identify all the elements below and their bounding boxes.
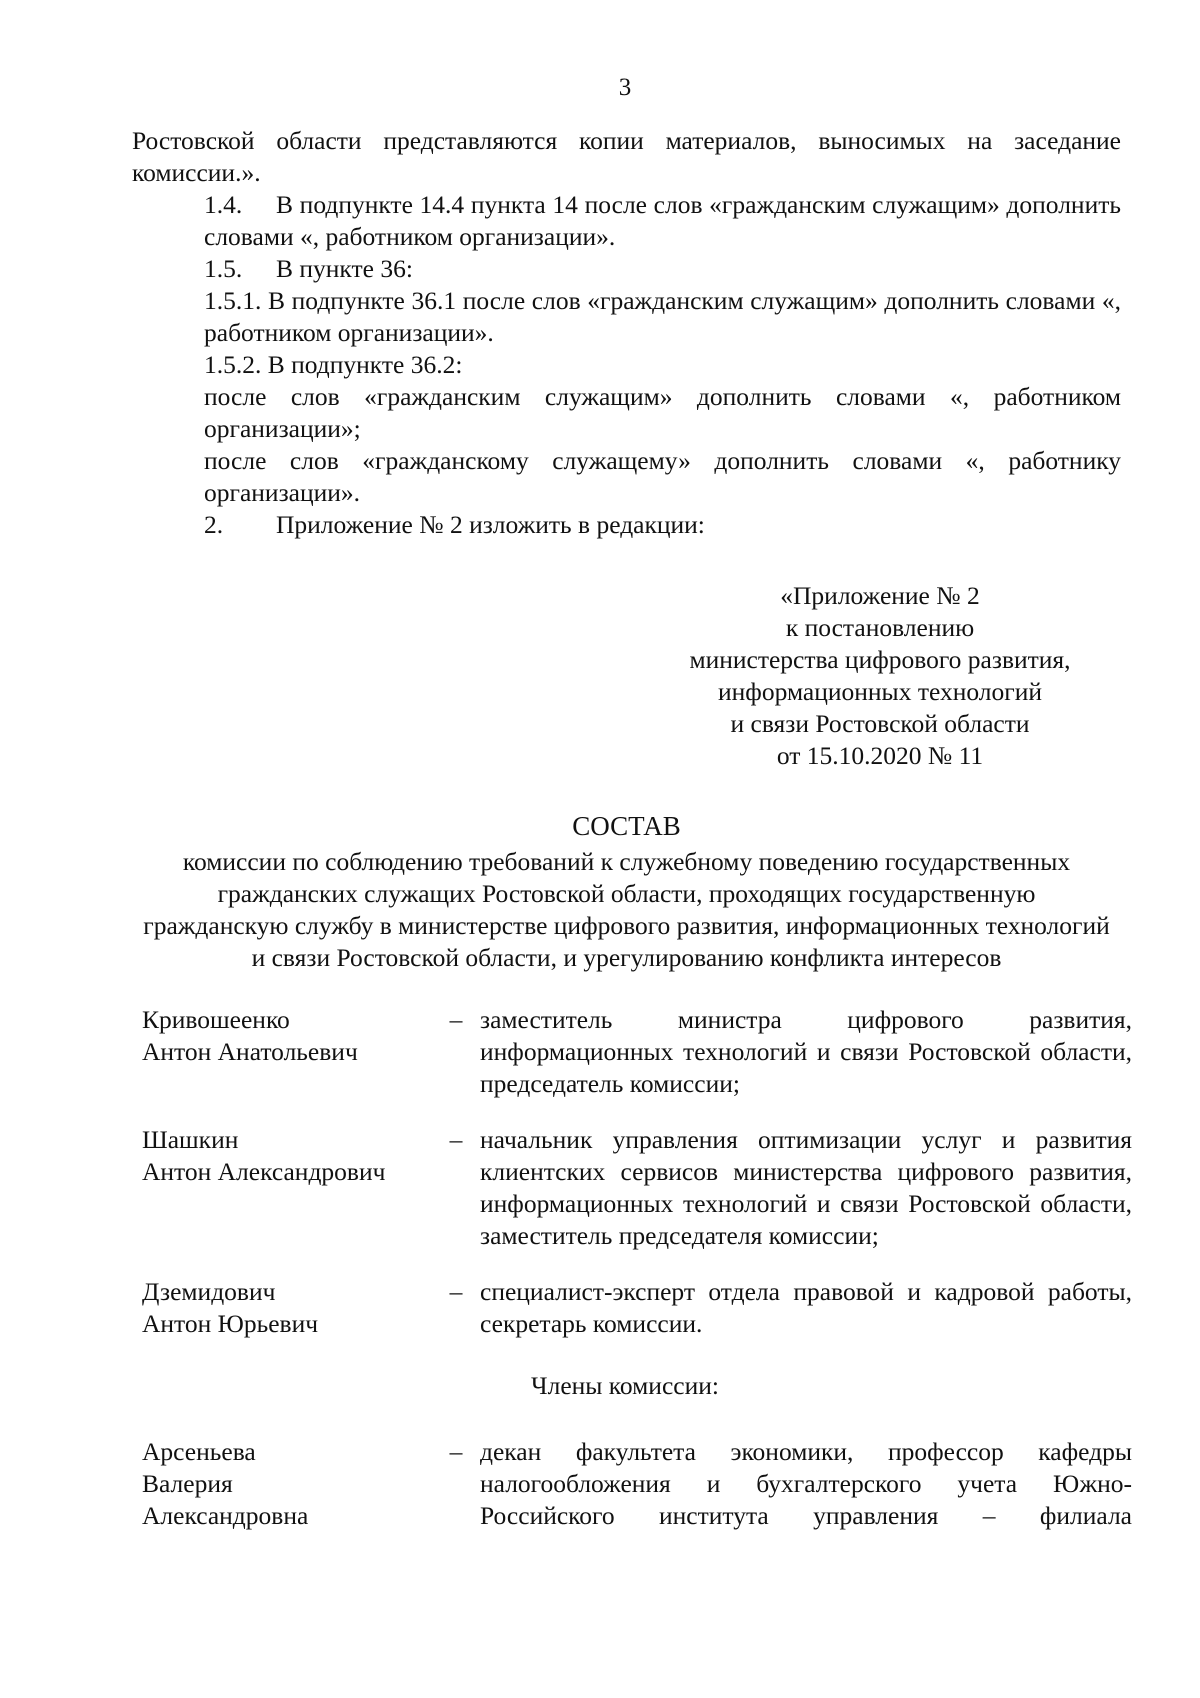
- annex-line: информационных технологий: [718, 677, 1042, 706]
- paragraph-1-5: [132, 253, 1121, 285]
- item-number: 1.5.: [204, 254, 243, 283]
- item-text: В пункте 36:: [276, 254, 413, 283]
- members-heading: Члены комиссии:: [531, 1371, 719, 1400]
- leadership-roster: [142, 1004, 1132, 1364]
- dash-separator: –: [449, 1437, 463, 1466]
- member-surname: Кривошеенко: [142, 1005, 290, 1034]
- composition-heading: [132, 810, 1121, 974]
- item-text: Приложение № 2 изложить в редакции:: [276, 510, 705, 539]
- dash-separator: –: [449, 1125, 463, 1154]
- member-given-name: Валерия: [142, 1469, 233, 1498]
- paragraph-1-5-2-a: после слов «гражданским служащим» дополнить словами «, работником организации»;: [204, 382, 1121, 443]
- member-patronymic: Александровна: [142, 1501, 309, 1530]
- members-roster: [142, 1436, 1132, 1556]
- member-given-name: Антон Юрьевич: [142, 1309, 319, 1338]
- paragraph-1-5-1: 1.5.1. В подпункте 36.1 после слов «гражданским служащим» дополнить словами «, работником организации».: [204, 286, 1121, 347]
- composition-title: СОСТАВ: [572, 811, 681, 841]
- member-role: заместитель министра цифрового развития, информационных технологий и связи Ростовской области, председатель комиссии;: [480, 1005, 1132, 1098]
- member-role: специалист-эксперт отдела правовой и кадровой работы, секретарь комиссии.: [480, 1277, 1132, 1338]
- member-role: начальник управления оптимизации услуг и развития клиентских сервисов министерства цифрового развития, информационных технологий и связи Ростовской области, заместитель председателя комиссии;: [480, 1125, 1132, 1250]
- item-text: В подпункте 14.4 пункта 14 после слов «гражданским служащим» дополнить словами «, работником организации».: [204, 190, 1121, 251]
- item-number: 1.4.: [204, 190, 243, 219]
- annex-line: от 15.10.2020 № 11: [776, 741, 984, 770]
- paragraph-1-4: [132, 189, 1121, 253]
- amendments-text: [132, 125, 1121, 541]
- annex-header: [660, 580, 1100, 772]
- page-number: 3: [618, 74, 632, 101]
- paragraph-1-5-2: 1.5.2. В подпункте 36.2:: [204, 350, 463, 379]
- member-role: декан факультета экономики, профессор кафедры налогообложения и бухгалтерского учета Южно-Российского института управления – филиала: [480, 1437, 1132, 1530]
- roster-row: [142, 1276, 1132, 1340]
- member-name: [142, 1276, 432, 1340]
- paragraph-1-5-2-b: после слов «гражданскому служащему» дополнить словами «, работнику организации».: [204, 446, 1121, 507]
- annex-line: и связи Ростовской области: [730, 709, 1030, 738]
- member-name: [142, 1004, 432, 1100]
- member-surname: Арсеньева: [142, 1437, 256, 1466]
- annex-line: министерства цифрового развития,: [689, 645, 1071, 674]
- member-surname: Дземидович: [142, 1277, 276, 1306]
- roster-row: [142, 1124, 1132, 1252]
- paragraph-continuation: Ростовской области представляются копии материалов, выносимых на заседание комиссии.».: [132, 126, 1121, 187]
- roster-row: [142, 1004, 1132, 1100]
- member-given-name: Антон Александрович: [142, 1157, 386, 1186]
- composition-subtitle: комиссии по соблюдению требований к служебному поведению государственных гражданских служащих Ростовской области, проходящих государственную гражданскую службу в министерстве цифрового развития, информационных технологий и связи Ростовской области, и урегулированию конфликта интересов: [143, 847, 1110, 972]
- member-given-name: Антон Анатольевич: [142, 1037, 358, 1066]
- annex-line: «Приложение № 2: [780, 581, 980, 610]
- member-name: [142, 1436, 432, 1532]
- paragraph-2: [132, 509, 1121, 541]
- dash-separator: –: [449, 1277, 463, 1306]
- annex-line: к постановлению: [785, 613, 975, 642]
- member-surname: Шашкин: [142, 1125, 239, 1154]
- dash-separator: –: [449, 1005, 463, 1034]
- roster-row: [142, 1436, 1132, 1532]
- item-number: 2.: [204, 510, 224, 539]
- member-name: [142, 1124, 432, 1252]
